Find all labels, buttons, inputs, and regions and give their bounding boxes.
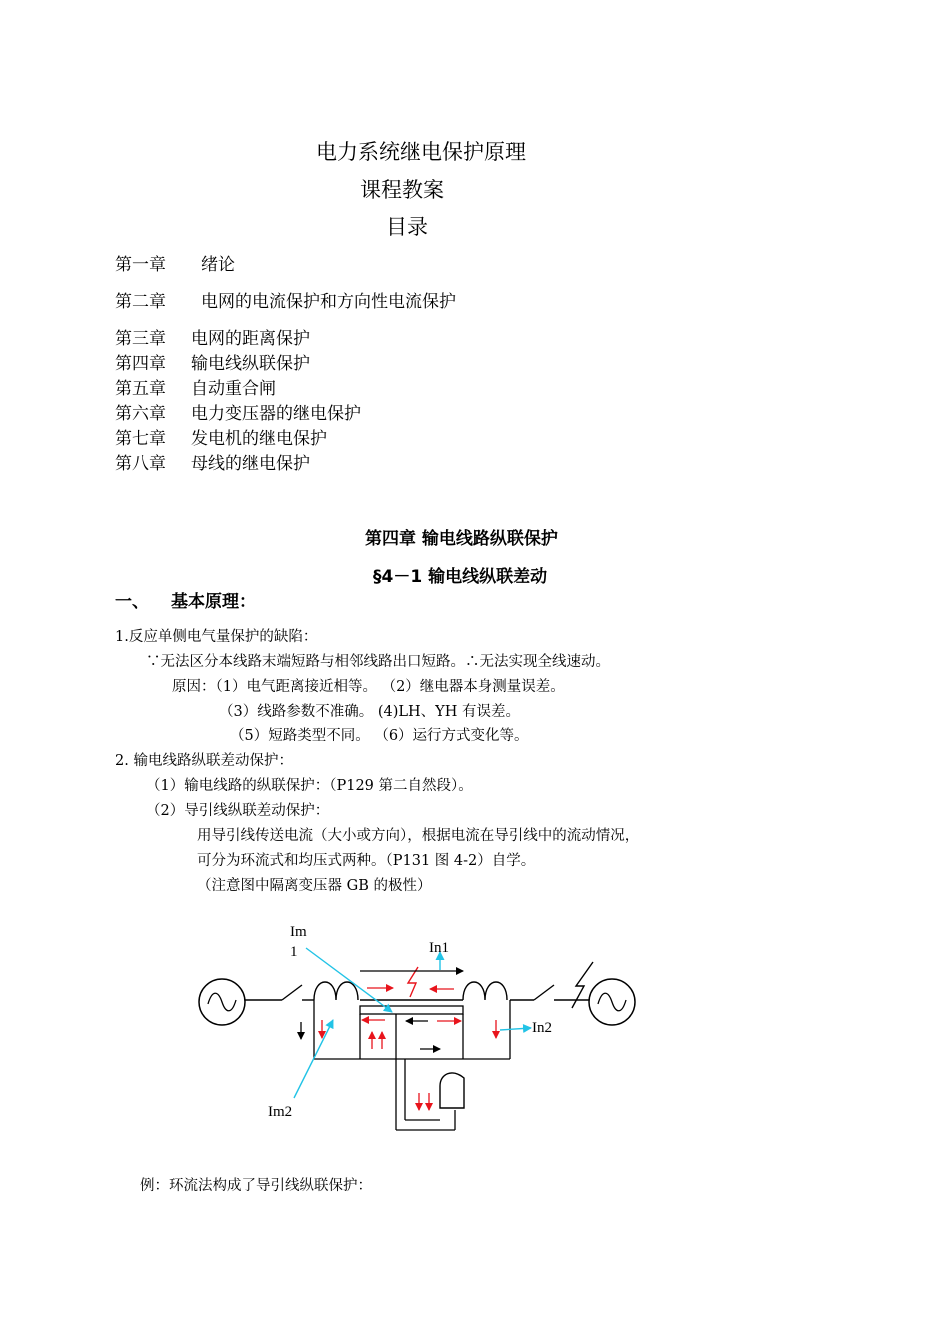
toc-item-title: 发电机的继电保护 bbox=[191, 429, 327, 449]
external-fault-icon bbox=[572, 962, 593, 1008]
label-im2: Im2 bbox=[268, 1104, 293, 1120]
label-im1: Im bbox=[290, 924, 307, 940]
section-heading: §4－1 输电线纵联差动 bbox=[373, 567, 548, 587]
label-in2: In2 bbox=[532, 1020, 552, 1036]
toc-item-number: 第二章 bbox=[115, 292, 166, 312]
toc-item-title: 自动重合闸 bbox=[191, 379, 276, 399]
toc-item-number: 第五章 bbox=[115, 379, 166, 399]
part-number: 一、 bbox=[115, 592, 149, 612]
toc-item-number: 第七章 bbox=[115, 429, 166, 449]
toc-item-number: 第一章 bbox=[115, 255, 166, 275]
paragraph-1d: （5）短路类型不同。 （6）运行方式变化等。 bbox=[230, 728, 529, 744]
paragraph-2d: 可分为环流式和均压式两种。（P131 图 4-2）自学。 bbox=[197, 853, 536, 869]
paragraph-2: 2. 输电线路纵联差动保护： bbox=[115, 753, 293, 769]
right-generator-icon bbox=[589, 979, 635, 1025]
label-in1: In1 bbox=[429, 940, 449, 956]
paragraph-1a: ∵无法区分本线路末端短路与相邻线路出口短路。∴无法实现全线速动。 bbox=[146, 654, 610, 670]
toc-item-title: 母线的继电保护 bbox=[191, 454, 310, 474]
left-ct-coil-icon bbox=[314, 982, 358, 1000]
paragraph-1b: 原因：（1）电气距离接近相等。 （2）继电器本身测量误差。 bbox=[172, 679, 565, 695]
toc-item-title: 输电线纵联保护 bbox=[191, 354, 310, 374]
left-generator-icon bbox=[199, 979, 245, 1025]
toc-item-number: 第四章 bbox=[115, 354, 166, 374]
right-breaker-switch bbox=[534, 985, 554, 1000]
toc-item-title: 电网的电流保护和方向性电流保护 bbox=[201, 292, 456, 312]
relay-icon bbox=[440, 1073, 464, 1108]
paragraph-2c: 用导引线传送电流（大小或方向），根据电流在导引线中的流动情况， bbox=[197, 828, 640, 844]
paragraph-2b: （2）导引线纵联差动保护： bbox=[146, 803, 330, 819]
relay-circuit-box bbox=[314, 1000, 510, 1130]
toc-item-number: 第八章 bbox=[115, 454, 166, 474]
example-text: 例：环流法构成了导引线纵联保护： bbox=[140, 1178, 372, 1194]
document-title: 电力系统继电保护原理 bbox=[316, 140, 526, 164]
toc-item-number: 第六章 bbox=[115, 404, 166, 424]
chapter-heading: 第四章 输电线路纵联保护 bbox=[365, 529, 558, 549]
toc-heading: 目录 bbox=[386, 215, 428, 239]
toc-item-title: 电网的距离保护 bbox=[191, 329, 310, 349]
paragraph-1: 1.反应单侧电气量保护的缺陷： bbox=[115, 629, 318, 645]
transmission-line bbox=[245, 985, 589, 1000]
right-ct-coil-icon bbox=[463, 982, 507, 1000]
left-breaker-switch bbox=[282, 985, 302, 1000]
toc-item-title: 绪论 bbox=[201, 255, 235, 275]
paragraph-2e: （注意图中隔离变压器 GB 的极性） bbox=[197, 878, 432, 894]
label-im1-subscript: 1 bbox=[290, 944, 298, 960]
paragraph-1c: （3）线路参数不准确。 (4)LH、YH 有误差。 bbox=[219, 704, 520, 720]
document-subtitle: 课程教案 bbox=[360, 178, 444, 202]
toc-item-title: 电力变压器的继电保护 bbox=[191, 404, 361, 424]
paragraph-2a: （1）输电线路的纵联保护：（P129 第二自然段）。 bbox=[146, 778, 473, 794]
toc-item-number: 第三章 bbox=[115, 329, 166, 349]
part-title: 基本原理： bbox=[171, 592, 256, 612]
